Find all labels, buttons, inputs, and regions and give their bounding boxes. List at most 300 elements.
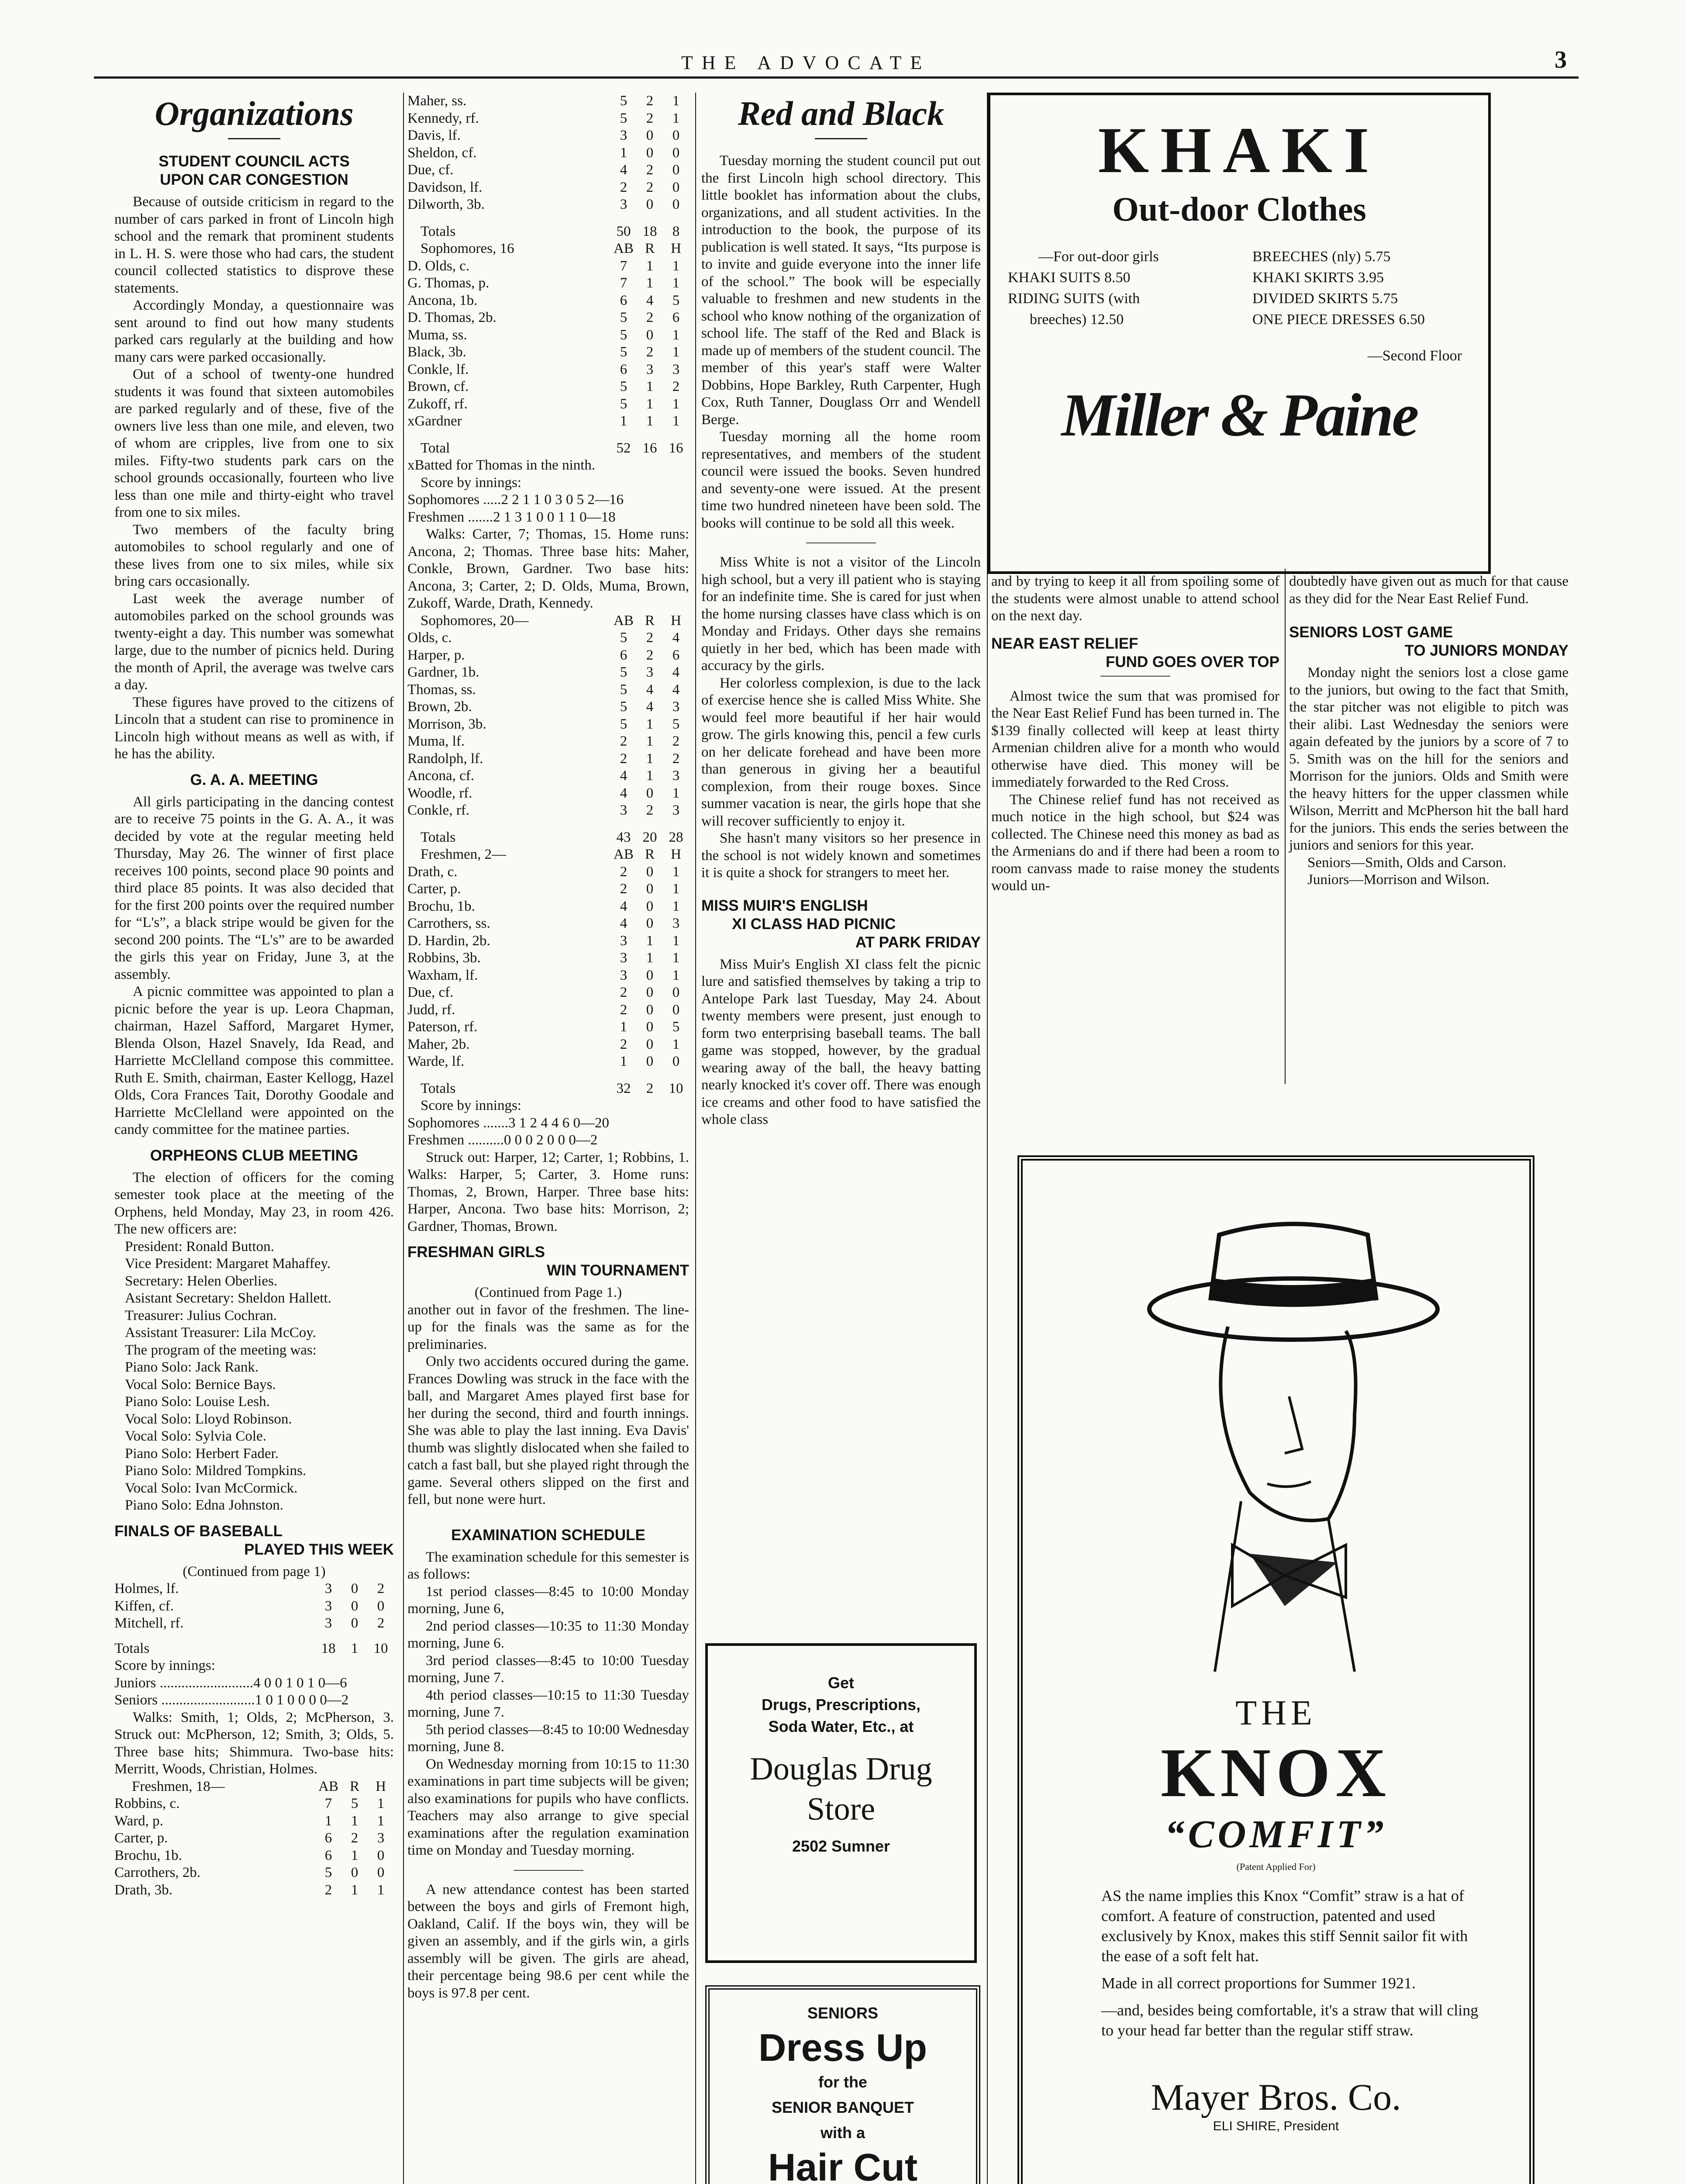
box-score-totals <box>407 440 689 457</box>
price-item: KHAKI SKIRTS 3.95 <box>1252 270 1384 286</box>
table-row <box>407 933 689 950</box>
stat-cell: 2 <box>646 802 654 818</box>
player-cell: Ancona, 1b. <box>407 292 478 308</box>
stat-cell: 0 <box>646 1002 654 1018</box>
officer-list <box>114 1238 394 1514</box>
table-row <box>114 1580 394 1598</box>
article-paragraph: Monday night the seniors lost a close game to the juniors, but owing to the fact that Smith, the star pitcher was not eligible to pitch was their alibi. Last Wednesday the seniors were again defeated by the juniors by a score of 7 to 5. Smith was on the hill for the seniors and Morrison for the juniors. Olds and Smith were the heavy hitters for the upper classmen while Wilson, Merritt and McPherson hit the ball hard for the juniors. This ends the series between the juniors and seniors for this year. <box>1289 665 1569 853</box>
divider <box>815 138 867 139</box>
list-item: Vocal Solo: Lloyd Robinson. <box>125 1411 292 1427</box>
innings-row: Sophomores .....2 2 1 1 0 3 0 5 2—16 <box>407 492 624 508</box>
table-header: Freshmen, 2— AB R H <box>421 847 681 862</box>
stat-cell: 0 <box>646 864 654 880</box>
player-cell: Davidson, lf. <box>407 179 483 195</box>
player-cell: Morrison, 3b. <box>407 716 486 732</box>
stat-cell: 2 <box>646 162 654 178</box>
pierson-advertisement <box>705 1985 980 2184</box>
ad-the: THE <box>1235 1694 1317 1732</box>
stat-cell: 3 <box>646 664 654 680</box>
player-cell: D. Olds, c. <box>407 258 470 274</box>
ad-title: KHAKI <box>1098 114 1381 187</box>
table-row <box>407 258 689 275</box>
stat-cell: 1 <box>672 967 680 983</box>
player-cell: Harper, p. <box>407 647 465 663</box>
stat-cell: 0 <box>351 1598 359 1614</box>
ad-paragraph: Made in all correct proportions for Summer 1921. <box>1101 1974 1416 1992</box>
player-cell: Sheldon, cf. <box>407 145 477 161</box>
khaki-advertisement <box>988 93 1491 574</box>
table-row <box>407 767 689 785</box>
article-paragraph: doubtedly have given out as much for that cause as they did for the Near East Relief Fund. <box>1289 574 1569 607</box>
schedule-line: 1st period classes—8:45 to 10:00 Monday morning, June 6, <box>407 1583 689 1617</box>
stat-cell: 4 <box>672 664 680 680</box>
table-row <box>407 1036 689 1054</box>
stat-cell: 0 <box>377 1598 385 1614</box>
innings-row: Juniors ..........................4 0 0 1 0 1 0—6 <box>114 1675 347 1691</box>
list-item: President: Ronald Button. <box>125 1238 274 1254</box>
stat-cell: 1 <box>672 275 680 291</box>
stat-cell: 2 <box>646 93 654 109</box>
stat-cell: 3 <box>620 967 628 983</box>
table-row <box>407 327 689 344</box>
box-score-totals <box>407 829 689 847</box>
ad-subtitle: Out-door Clothes <box>1112 190 1366 228</box>
table-row <box>407 110 689 128</box>
article-paragraph: The election of officers for the coming semester took place at the meeting of the Orphens, held Monday, May 23, in room 426. The new officers are: <box>114 1169 394 1237</box>
player-cell: Davis, lf. <box>407 128 461 143</box>
stat-cell: 1 <box>672 785 680 801</box>
stat-cell: 2 <box>620 179 628 195</box>
headline-baseball-finals: FINALS OF BASEBALL PLAYED THIS WEEK <box>114 1522 394 1558</box>
stat-cell: 3 <box>672 361 680 377</box>
stat-cell: 5 <box>672 1019 680 1035</box>
stat-cell: 1 <box>646 716 654 732</box>
stat-cell: 1 <box>620 145 628 161</box>
stat-cell: 0 <box>646 985 654 1000</box>
box-score-header <box>114 1778 394 1796</box>
stat-cell: 6 <box>620 292 628 308</box>
stat-cell: 3 <box>620 933 628 949</box>
headline-near-east: NEAR EAST RELIEF FUND GOES OVER TOP <box>991 635 1279 670</box>
stat-cell: 4 <box>672 681 680 698</box>
stat-cell: 1 <box>672 881 680 897</box>
schedule-line: 2nd period classes—10:35 to 11:30 Monday morning, June 6. <box>407 1618 689 1651</box>
stat-cell: 5 <box>620 716 628 732</box>
player-cell: Due, cf. <box>407 162 454 178</box>
player-cell: Drath, c. <box>407 864 458 880</box>
stat-cell: 3 <box>672 916 680 931</box>
stat-cell: 2 <box>620 1002 628 1018</box>
stat-cell: 7 <box>324 1796 332 1811</box>
player-cell: Black, 3b. <box>407 344 466 360</box>
stat-cell: 1 <box>620 1019 628 1035</box>
stat-cell: 1 <box>672 413 680 429</box>
table-row <box>407 750 689 768</box>
table-row <box>407 664 689 681</box>
stat-cell: 0 <box>351 1581 359 1597</box>
stat-cell: 5 <box>620 630 628 646</box>
store-name-line: Douglas Drug <box>750 1751 932 1787</box>
stat-cell: 6 <box>324 1830 332 1846</box>
player-cell: Thomas, ss. <box>407 681 476 698</box>
stat-cell: 5 <box>620 379 628 394</box>
stat-cell: 0 <box>646 197 654 212</box>
player-cell: Muma, ss. <box>407 327 467 343</box>
table-row <box>407 361 689 379</box>
stat-cell: 0 <box>646 916 654 931</box>
table-row <box>407 1053 689 1071</box>
schedule-line: 3rd period classes—8:45 to 10:00 Tuesday morning, June 7. <box>407 1652 689 1686</box>
stat-cell: 1 <box>377 1882 385 1898</box>
innings-lines <box>114 1675 394 1709</box>
stat-cell: 0 <box>646 967 654 983</box>
box-score <box>407 629 689 819</box>
man-in-straw-hat-illustration <box>1023 1169 1516 1693</box>
table-row <box>407 292 689 310</box>
player-cell: Waxham, lf. <box>407 967 478 983</box>
stat-cell: 4 <box>620 916 628 931</box>
stat-cell: 1 <box>672 258 680 274</box>
table-header: Sophomores, 20— AB R H <box>421 612 681 629</box>
stat-cell: 6 <box>620 361 628 377</box>
list-item: Piano Solo: Louise Lesh. <box>125 1394 270 1410</box>
stat-cell: 2 <box>351 1830 359 1846</box>
price-list <box>1008 246 1471 330</box>
article-paragraph: The examination schedule for this semester is as follows: <box>407 1549 689 1582</box>
masthead-title: THE ADVOCATE <box>681 52 931 73</box>
innings-row: Freshmen .......2 1 3 1 0 0 1 1 0—18 <box>407 509 616 525</box>
ad-product: “COMFIT” <box>1165 1813 1387 1856</box>
knox-advertisement <box>1017 1155 1534 2184</box>
stat-cell: 1 <box>646 950 654 966</box>
stat-cell: 0 <box>672 1002 680 1018</box>
table-row <box>407 629 689 647</box>
player-cell: Drath, 3b. <box>114 1882 172 1898</box>
stat-cell: 0 <box>646 1036 654 1052</box>
table-row <box>407 275 689 292</box>
store-name: Mayer Bros. Co. <box>1151 2076 1401 2118</box>
table-row <box>407 681 689 699</box>
headline-exam-schedule: EXAMINATION SCHEDULE <box>451 1526 645 1544</box>
list-item: Asistant Secretary: Sheldon Hallett. <box>125 1290 331 1306</box>
player-cell: Brochu, 1b. <box>114 1847 182 1863</box>
player-cell: G. Thomas, p. <box>407 275 490 291</box>
player-cell: Muma, lf. <box>407 733 465 749</box>
stat-cell: 3 <box>672 699 680 715</box>
box-score <box>407 258 689 430</box>
column-rule <box>695 93 696 2184</box>
stat-cell: 1 <box>620 1054 628 1069</box>
table-row: Totals 32 2 10 <box>421 1080 683 1096</box>
stat-cell: 7 <box>620 275 628 291</box>
continued-note: (Continued from page 1) <box>183 1563 326 1579</box>
table-header: Sophomores, 16 AB R H <box>421 241 681 256</box>
headline-orpheons: ORPHEONS CLUB MEETING <box>150 1147 359 1164</box>
article-paragraph: A new attendance contest has been started between the boys and girls of Fremont high, Oakland, Calif. If the boys win, they will be given an assembly, and if the girls win, a girls assembly will be given. The girls are ahead, their percentage being 98.6 per cent while the boys is 97.8 per cent. <box>407 1881 689 2001</box>
headline-student-council: STUDENT COUNCIL ACTS UPON CAR CONGESTION <box>159 153 350 188</box>
table-row <box>407 196 689 214</box>
table-row <box>114 1847 394 1865</box>
table-row: Total 52 16 16 <box>421 440 683 456</box>
stat-cell: 1 <box>646 275 654 291</box>
stat-cell: 5 <box>672 716 680 732</box>
article-paragraph: Struck out: Harper, 12; Carter, 1; Robbins, 1. Walks: Harper, 5; Carter, 3. Home runs: Thomas, 2, Brown, Harper. Three base hits: Harper, Ancona. Two base hits: Morrison, 2; Gardner, Thomas, Brown. <box>407 1149 689 1234</box>
stat-cell: 6 <box>324 1847 332 1863</box>
stat-cell: 2 <box>620 881 628 897</box>
ad-paragraph: AS the name implies this Knox “Comfit” straw is a hat of comfort. A feature of construction, patented and used exclusively by Knox, makes this stiff Sennit sailor fit with the ease of a soft felt hat. <box>1101 1887 1468 1965</box>
list-item: Vice President: Margaret Mahaffey. <box>125 1256 331 1272</box>
stat-cell: 2 <box>646 179 654 195</box>
stat-cell: 0 <box>672 128 680 143</box>
stat-cell: 2 <box>620 733 628 749</box>
ad-line: Soda Water, Etc., at <box>768 1717 914 1735</box>
list-item: Secretary: Helen Oberlies. <box>125 1273 278 1289</box>
table-row <box>114 1795 394 1813</box>
table-row <box>114 1830 394 1847</box>
divider <box>1100 676 1170 677</box>
stat-cell: 5 <box>620 110 628 126</box>
stat-cell: 1 <box>620 413 628 429</box>
stat-cell: 4 <box>646 292 654 308</box>
price-item: RIDING SUITS (with <box>1008 290 1140 307</box>
ad-paragraph: —and, besides being comfortable, it's a straw that will cling to your head far better than the regular stiff straw. <box>1101 2001 1479 2039</box>
stat-cell: 0 <box>672 197 680 212</box>
headline-gaa: G. A. A. MEETING <box>190 771 318 788</box>
player-cell: Randolph, lf. <box>407 750 483 767</box>
list-item: Piano Solo: Mildred Tompkins. <box>125 1463 307 1479</box>
article-paragraph: Last week the average number of automobiles parked on the school grounds was twenty-eight a day. This number was somewhat large, due to the number of picnics held. During the month of April, the average was twelve cars a day. <box>114 591 394 693</box>
headline-seniors-lost: SENIORS LOST GAME TO JUNIORS MONDAY <box>1289 624 1569 659</box>
player-cell: Carrothers, ss. <box>407 916 490 931</box>
box-score <box>114 1580 394 1632</box>
player-cell: Paterson, rf. <box>407 1019 478 1035</box>
stat-cell: 1 <box>672 110 680 126</box>
stat-cell: 1 <box>672 1036 680 1052</box>
stat-cell: 5 <box>324 1865 332 1880</box>
list-item: Vocal Solo: Bernice Bays. <box>125 1376 276 1393</box>
store-name-line: Store <box>807 1791 876 1827</box>
player-cell: Carrothers, 2b. <box>114 1865 201 1880</box>
table-row <box>407 179 689 197</box>
page-number: 3 <box>1555 46 1567 73</box>
table-row <box>407 1019 689 1036</box>
player-cell: xGardner <box>407 413 462 429</box>
table-row <box>407 309 689 327</box>
innings-lines <box>407 491 689 526</box>
list-item: Vocal Solo: Sylvia Cole. <box>125 1428 266 1444</box>
table-row: Totals 18 1 10 <box>114 1640 388 1656</box>
player-cell: D. Hardin, 2b. <box>407 933 490 949</box>
ad-text <box>710 2003 976 2184</box>
stat-cell: 2 <box>620 864 628 880</box>
table-row <box>114 1598 394 1615</box>
player-cell: Mitchell, rf. <box>114 1615 184 1631</box>
stat-cell: 4 <box>646 681 654 698</box>
masthead-rule <box>94 76 1579 79</box>
stat-cell: 0 <box>646 128 654 143</box>
table-row <box>407 1002 689 1019</box>
stat-cell: 1 <box>672 864 680 880</box>
stat-cell: 0 <box>646 785 654 801</box>
stat-cell: 1 <box>646 379 654 394</box>
box-score <box>114 1795 394 1899</box>
table-row <box>407 915 689 933</box>
stat-cell: 1 <box>646 933 654 949</box>
article-paragraph: Miss Muir's English XI class felt the picnic lure and satisfied themselves by taking a trip to Antelope Park last Tuesday, May 24. About twenty members were present, just enough to form two enterprising baseball teams. The ball game was stopped, however, by the gradual wearing away of the ball, the heavy batting nearly knocked it's cover off. There was enough ice creams and other food to have satisfied the whole class <box>701 956 981 1127</box>
price-item: DIVIDED SKIRTS 5.75 <box>1252 290 1398 307</box>
stat-cell: 4 <box>646 699 654 715</box>
list-item: Treasurer: Julius Cochran. <box>125 1307 277 1324</box>
box-score <box>407 864 689 1071</box>
stat-cell: 2 <box>646 647 654 663</box>
price-list-right <box>1252 246 1425 330</box>
stat-cell: 5 <box>620 93 628 109</box>
article-paragraph: Walks: Carter, 7; Thomas, 15. Home runs: Ancona, 2; Thomas. Three base hits: Maher, Conkle, Brown, Gardner. Two base hits: Ancona, 3; Carter, 2; D. Olds, Muma, Brown, Zukoff, Warde, Drath, Kennedy. <box>407 526 689 611</box>
stat-cell: 0 <box>672 985 680 1000</box>
stat-cell: 0 <box>672 162 680 178</box>
continued-note: (Continued from Page 1.) <box>474 1285 622 1300</box>
list-item: Piano Solo: Jack Rank. <box>125 1359 259 1375</box>
stat-cell: 1 <box>672 396 680 412</box>
box-score-header <box>407 846 689 864</box>
stat-cell: 3 <box>377 1830 385 1846</box>
stat-cell: 3 <box>620 950 628 966</box>
column-3 <box>701 93 981 1129</box>
stat-cell: 2 <box>672 733 680 749</box>
player-cell: Robbins, 3b. <box>407 950 481 966</box>
table-row <box>407 162 689 179</box>
player-cell: Gardner, 1b. <box>407 664 479 680</box>
table-row <box>407 733 689 750</box>
douglas-drug-advertisement <box>705 1643 977 1963</box>
stat-cell: 2 <box>620 1036 628 1052</box>
player-cell: Judd, rf. <box>407 1002 455 1018</box>
stat-cell: 3 <box>620 802 628 818</box>
player-cell: Ward, p. <box>114 1813 163 1829</box>
stat-cell: 3 <box>324 1581 332 1597</box>
table-row: Totals 43 20 28 <box>421 829 683 845</box>
player-cell: Kiffen, cf. <box>114 1598 174 1614</box>
stat-cell: 0 <box>377 1865 385 1880</box>
player-cell: Due, cf. <box>407 985 454 1000</box>
article-paragraph: The Chinese relief fund has not received as much notice in the high school, but $24 was collected. The Chinese need this money as bad as the Armenians do and if there had been a room to room canvass made to raise money the students would un- <box>991 791 1279 894</box>
stat-cell: 0 <box>377 1847 385 1863</box>
stat-cell: 1 <box>351 1882 359 1898</box>
table-row <box>114 1813 394 1830</box>
stat-cell: 3 <box>646 361 654 377</box>
price-item: ONE PIECE DRESSES 6.50 <box>1252 311 1425 328</box>
column-1 <box>114 93 394 1899</box>
price-item: —For out-door girls <box>1038 249 1159 265</box>
table-row <box>407 93 689 110</box>
stat-cell: 5 <box>620 681 628 698</box>
ad-copy <box>1101 1886 1481 2040</box>
stat-cell: 2 <box>646 344 654 360</box>
player-cell: Brochu, 1b. <box>407 898 475 914</box>
article-paragraph: Two members of the faculty bring automobiles to school regularly and one of these lives from one to six miles, while six bring cars occasionally. <box>114 522 394 589</box>
stat-cell: 1 <box>351 1813 359 1829</box>
article-paragraph: Seniors—Smith, Olds and Carson. <box>1307 854 1507 871</box>
store-logo: Miller & Paine <box>1061 381 1417 449</box>
stat-cell: 5 <box>620 310 628 325</box>
innings-label: Score by innings: <box>114 1658 215 1673</box>
innings-row: Seniors ..........................1 0 1 0 0 0 0—2 <box>114 1692 349 1708</box>
player-cell: Maher, ss. <box>407 93 467 109</box>
stat-cell: 5 <box>672 292 680 308</box>
player-cell: Conkle, rf. <box>407 802 470 818</box>
stat-cell: 1 <box>672 93 680 109</box>
stat-cell: 2 <box>646 110 654 126</box>
article-paragraph: She hasn't many visitors so her presence in the school is not widely known and sometimes it is quite a shock for strangers to meet her. <box>701 830 981 881</box>
box-score-header <box>407 612 689 630</box>
stat-cell: 5 <box>620 396 628 412</box>
stat-cell: 1 <box>672 950 680 966</box>
stat-cell: 2 <box>620 985 628 1000</box>
table-row <box>114 1615 394 1632</box>
stat-cell: 4 <box>620 898 628 914</box>
table-row <box>407 950 689 967</box>
section-title-organizations: Organizations <box>155 94 354 132</box>
stat-cell: 3 <box>672 802 680 818</box>
column-rule <box>403 93 404 2184</box>
stat-cell: 4 <box>672 630 680 646</box>
stat-cell: 5 <box>620 699 628 715</box>
stat-cell: 0 <box>646 898 654 914</box>
stat-cell: 0 <box>672 145 680 161</box>
stat-cell: 1 <box>646 768 654 784</box>
section-title-red-and-black: Red and Black <box>738 94 945 132</box>
stat-cell: 7 <box>620 258 628 274</box>
stat-cell: 2 <box>646 630 654 646</box>
table-row <box>407 145 689 162</box>
player-cell: Warde, lf. <box>407 1054 465 1069</box>
player-cell: Carter, p. <box>114 1830 168 1846</box>
table-row <box>407 396 689 413</box>
stat-cell: 0 <box>351 1865 359 1880</box>
batting-note: xBatted for Thomas in the ninth. <box>407 457 596 473</box>
stat-cell: 1 <box>672 898 680 914</box>
box-score-totals <box>407 1080 689 1098</box>
table-row <box>407 647 689 664</box>
stat-cell: 4 <box>620 162 628 178</box>
ad-text <box>708 1672 974 1738</box>
stat-cell: 1 <box>646 413 654 429</box>
stat-cell: 1 <box>377 1796 385 1811</box>
article-paragraph: All girls participating in the dancing contest are to receive 75 points in the G. A. A., it was decided by vote at the regular meeting held Thursday, May 26. The winner of first place receives 100 points, second place 90 points and third place 85 points. It was also decided that for the first 200 points over the required number for “L's”, a black stripe would be given for the second 200 points. The “L's” are to be awarded the girls this year on Friday, June 3, at the assembly. <box>114 794 394 982</box>
column-4 <box>991 573 1279 895</box>
player-cell: Maher, 2b. <box>407 1036 470 1052</box>
table-row <box>407 344 689 361</box>
stat-cell: 1 <box>672 327 680 343</box>
stat-cell: 0 <box>646 881 654 897</box>
price-item: breeches) 12.50 <box>1030 311 1124 328</box>
player-cell: Robbins, c. <box>114 1796 180 1811</box>
table-row <box>407 698 689 716</box>
stat-cell: 0 <box>646 327 654 343</box>
price-list-left <box>1008 246 1252 330</box>
ad-line: SENIOR BANQUET <box>771 2098 914 2116</box>
article-paragraph: Accordingly Monday, a questionnaire was sent around to find out how many students parked cars regularly at the building and how many cars were parked occasionally. <box>114 297 394 365</box>
ad-line: with a <box>820 2124 865 2142</box>
stat-cell: 2 <box>672 379 680 394</box>
stat-cell: 5 <box>351 1796 359 1811</box>
article-paragraph: Only two accidents occured during the game. Frances Dowling was struck in the face with the ball, and Margaret Ames played first base for her during the second, third and fourth innings. She was able to play the last inning. Eva Davis' thumb was slightly dislocated when she failed to catch a fast ball, but she played right through the game. Several others slipped on the first and fell, but none were hurt. <box>407 1354 689 1507</box>
ad-brand: KNOX <box>1161 1734 1391 1811</box>
stat-cell: 5 <box>620 327 628 343</box>
ad-patent: (Patent Applied For) <box>1236 1861 1316 1872</box>
player-cell: Olds, c. <box>407 630 452 646</box>
player-cell: Zukoff, rf. <box>407 396 468 412</box>
